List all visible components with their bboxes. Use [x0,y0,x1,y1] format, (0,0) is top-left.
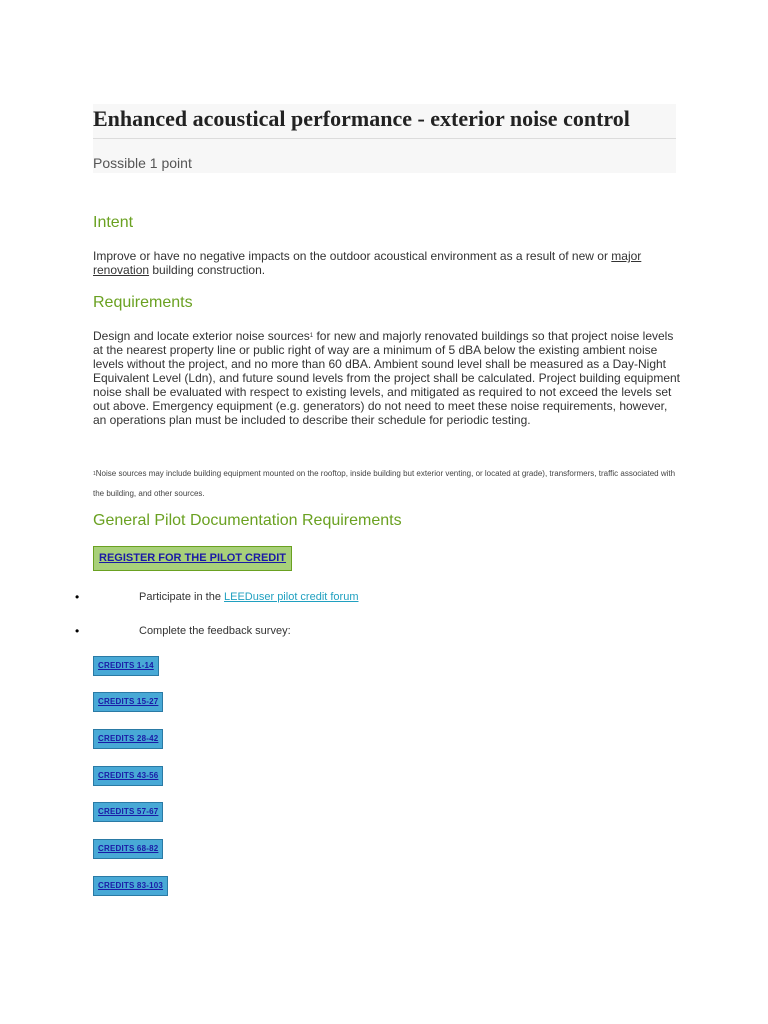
requirements-paragraph [93,329,683,427]
list-item-text: Participate in the LEEDuser pilot credit forum [139,591,359,603]
intent-heading: Intent [93,214,134,231]
requirements-text-part2: for new and majorly renovated buildings so that project noise levels at the nearest property line or public right of way are a minimum of 5 dBA below the existing ambient noise levels without the project, and no more than 60 dBA. Ambient sound level shall be measured as a Day-Night Equivalent Level (Ldn), and future sound levels from the project shall be calculated. Project building equipment noise shall be evaluated with respect to existing levels, and mitigated as required to not exceed the levels set out above. Emergency equipment (e.g. generators) do not need to meet these noise requirements, however, an operations plan must be included to describe their schedule for periodic testing. [93,329,681,427]
intent-text-after: building construction. [149,263,266,277]
credits-43-56-button[interactable]: CREDITS 43-56 [93,766,163,786]
leeduser-forum-link[interactable]: LEEDuser pilot credit forum [224,591,359,603]
bullet-icon: • [75,590,80,604]
footnote-ref: 1 [93,471,96,477]
requirements-heading: Requirements [93,294,193,311]
footnote-marker: 1 [309,333,314,339]
general-heading: General Pilot Documentation Requirements [93,512,402,529]
documentation-list [75,590,593,658]
credits-83-103-button[interactable]: CREDITS 83-103 [93,876,168,896]
credits-15-27-button[interactable]: CREDITS 15-27 [93,692,163,712]
list-item [75,624,593,658]
credits-57-67-button[interactable]: CREDITS 57-67 [93,802,163,822]
title-block [93,104,676,173]
credits-28-42-button[interactable]: CREDITS 28-42 [93,729,163,749]
register-pilot-credit-button[interactable]: REGISTER FOR THE PILOT CREDIT [93,546,292,571]
requirements-text-part1: Design and locate exterior noise sources [93,329,310,343]
footnote-text: Noise sources may include building equipment mounted on the rooftop, inside building but exterior venting, or located at grade), transformers, traffic associated with the building, and other sources. [93,469,676,498]
credits-68-82-button[interactable]: CREDITS 68-82 [93,839,163,859]
page-title: Enhanced acoustical performance - exterior noise control [93,106,630,131]
page-content [75,104,681,890]
list-item-text: Complete the feedback survey: [139,625,291,637]
bullet-icon: • [75,624,80,638]
credits-1-14-button[interactable]: CREDITS 1-14 [93,656,159,676]
footnote [93,464,683,504]
intent-text-before: Improve or have no negative impacts on the outdoor acoustical environment as a result of new or [93,249,612,263]
major-renovation-link[interactable]: major renovation [93,249,642,277]
list-item [75,590,593,624]
points-label: Possible 1 point [93,155,192,171]
intent-paragraph [93,249,673,277]
